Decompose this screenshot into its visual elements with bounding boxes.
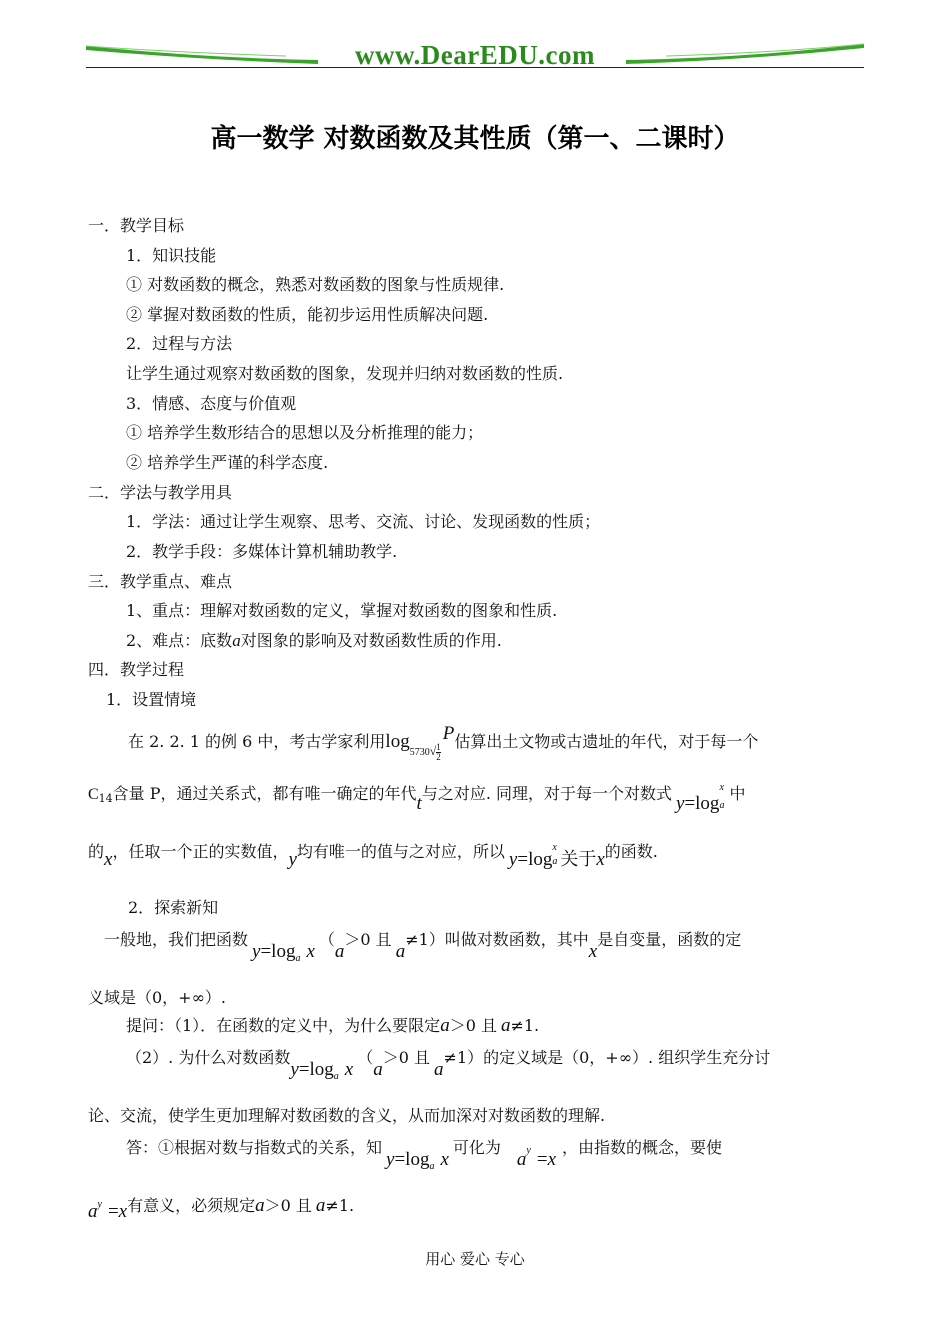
text-fragment: 的 xyxy=(88,842,105,861)
math-var: a xyxy=(395,941,406,962)
math-var: x xyxy=(440,1149,449,1170)
text-line: ② 掌握对数函数的性质，能初步运用性质解决问题. xyxy=(126,305,489,324)
math-var: a xyxy=(232,631,241,650)
subscript: a xyxy=(719,800,725,811)
math-op: = xyxy=(536,1149,548,1170)
paragraph-line: 论、交流，使学生更加理解对数函数的含义，从而加深对对数函数的理解. xyxy=(88,1106,606,1125)
subscript: a xyxy=(333,1071,339,1082)
text-fragment: ≠1. xyxy=(325,1196,355,1215)
text-fragment: 答：①根据对数与指数式的关系，知 xyxy=(126,1138,383,1157)
math-var: y xyxy=(290,1059,299,1080)
text-line-difficulty xyxy=(126,631,502,651)
math-index xyxy=(719,782,729,812)
paragraph-line xyxy=(128,723,759,763)
paragraph-line xyxy=(104,930,742,964)
math-var: P xyxy=(442,723,455,744)
math-var: y xyxy=(288,849,297,870)
text-fragment: 在 2. 2. 1 的例 6 中，考古学家利用 xyxy=(128,732,386,751)
subsection-1-1: 1．知识技能 xyxy=(126,246,217,265)
text-fragment: 中 xyxy=(729,784,746,803)
text-fragment: ，由指数的概念，要使 xyxy=(562,1138,723,1157)
text-fragment: 2、难点：底数 xyxy=(126,631,233,650)
paragraph-line xyxy=(88,782,746,814)
page-title: 高一数学 对数函数及其性质（第一、二课时） xyxy=(210,124,740,154)
text-fragment: 对图象的影响及对数函数性质的作用. xyxy=(240,631,502,650)
section-heading-3: 三．教学重点、难点 xyxy=(88,572,233,591)
text-fragment: 关于 xyxy=(560,849,597,870)
superscript: x xyxy=(552,842,557,853)
math-op: =log xyxy=(298,1059,334,1080)
text-line: 让学生通过观察对数函数的图象，发现并归纳对数函数的性质. xyxy=(126,364,564,383)
page-footer: 用心 爱心 专心 xyxy=(425,1250,525,1268)
math-var: x xyxy=(118,1201,128,1222)
text-fragment: 可化为 xyxy=(452,1138,501,1157)
paragraph-line xyxy=(126,1138,723,1172)
subscript: 14 xyxy=(98,792,113,805)
text-line: ① 对数函数的概念，熟悉对数函数的图象与性质规律. xyxy=(126,275,505,294)
paragraph-line xyxy=(88,1195,355,1222)
fraction-denominator: 2 xyxy=(436,752,441,763)
math-var: x xyxy=(306,941,315,962)
math-var: x xyxy=(104,849,113,870)
text-fragment: ＞0 且 xyxy=(344,930,392,949)
math-var: t xyxy=(416,793,422,814)
text-fragment: ＞0 且 xyxy=(264,1196,312,1215)
text-fragment: 一般地，我们把函数 xyxy=(104,930,249,949)
section-heading-4: 四．教学过程 xyxy=(88,660,185,679)
text-fragment: ≠1）的定义域是（0，+∞）. 组织学生充分讨 xyxy=(443,1048,771,1067)
paragraph-line xyxy=(88,842,658,870)
math-var: a xyxy=(255,1195,265,1216)
text-fragment: 提问：（1）．在函数的定义中，为什么要限定 xyxy=(126,1016,441,1035)
paragraph-line xyxy=(126,1016,539,1036)
superscript: x xyxy=(719,782,724,793)
math-var: a xyxy=(516,1149,527,1170)
math-var: a xyxy=(373,1059,383,1080)
subscript: a xyxy=(295,953,301,964)
text-fragment: 均有唯一的值与之对应，所以 xyxy=(296,842,505,861)
subsection-4-1: 1．设置情境 xyxy=(106,690,197,709)
math-var: x xyxy=(596,849,605,870)
math-var: y xyxy=(676,793,685,814)
math-var: y xyxy=(508,849,518,870)
fraction-numerator: 1 xyxy=(436,742,441,753)
math-log-base xyxy=(410,741,441,763)
site-brand: www.DearEDU.com xyxy=(355,40,595,70)
math-op: =log xyxy=(260,941,296,962)
superscript: y xyxy=(526,1145,531,1156)
text-fragment: ＞0 且 xyxy=(382,1048,431,1067)
math-var: a xyxy=(434,1059,444,1080)
math-var: x xyxy=(588,941,598,962)
math-op: = xyxy=(107,1201,119,1222)
subscript: a xyxy=(429,1161,435,1172)
text-fragment: （2）. 为什么对数函数 xyxy=(126,1048,291,1067)
text-fragment: （ xyxy=(318,930,335,949)
math-var: x xyxy=(547,1149,557,1170)
text-fragment: 含量 P，通过关系式，都有唯一确定的年代 xyxy=(112,784,417,803)
section-heading-1: 一．教学目标 xyxy=(88,216,185,235)
text-fragment: 的函数. xyxy=(604,842,658,861)
text-fragment: ≠1）叫做对数函数，其中 xyxy=(405,930,589,949)
math-op: =log xyxy=(394,1149,430,1170)
subsection-1-2: 2．过程与方法 xyxy=(126,334,233,353)
subsection-4-2: 2．探索新知 xyxy=(128,898,219,917)
math-var: a xyxy=(440,1015,450,1036)
page-header xyxy=(86,38,864,74)
text-fragment: ，任取一个正的实数值， xyxy=(112,842,289,861)
text-line: 1、重点：理解对数函数的定义，掌握对数函数的图象和性质. xyxy=(126,601,558,620)
text-fragment: 与之对应. 同理，对于每一个对数式 xyxy=(421,784,672,803)
math-op: =log xyxy=(684,793,720,814)
paragraph-line: 义域是（0，+∞）. xyxy=(88,988,227,1007)
paragraph-line xyxy=(126,1048,771,1082)
subsection-1-3: 3．情感、态度与价值观 xyxy=(126,394,297,413)
text-line: ① 培养学生数形结合的思想以及分析推理的能力； xyxy=(126,423,484,442)
text-fragment: ＞0 且 xyxy=(449,1016,497,1035)
math-var: y xyxy=(252,941,261,962)
math-base-number: 5730 xyxy=(409,747,430,758)
text-line: 2．教学手段：多媒体计算机辅助教学. xyxy=(126,542,398,561)
text-fragment: ≠1. xyxy=(510,1016,540,1035)
superscript: y xyxy=(97,1199,102,1210)
math-fraction xyxy=(436,743,441,762)
text-line: ② 培养学生严谨的科学态度. xyxy=(126,453,329,472)
text-fragment: 估算出土文物或古遗址的年代，对于每一个 xyxy=(454,732,759,751)
text-fragment: （ xyxy=(357,1048,374,1067)
math-var: a xyxy=(88,1201,98,1222)
math-var: y xyxy=(386,1149,395,1170)
subscript: a xyxy=(552,856,558,867)
sqrt-sign: √ xyxy=(429,744,437,758)
text-fragment: 有意义，必须规定 xyxy=(127,1196,256,1215)
math-var: a xyxy=(315,1195,326,1216)
section-heading-2: 二．学法与教学用具 xyxy=(88,483,233,502)
math-op: =log xyxy=(517,849,553,870)
text-fragment: C xyxy=(88,786,99,803)
math-var: a xyxy=(500,1015,511,1036)
text-fragment: 是自变量，函数的定 xyxy=(597,930,742,949)
math-var: x xyxy=(344,1059,354,1080)
math-log: log xyxy=(385,731,410,752)
math-var: a xyxy=(334,941,345,962)
header-rule xyxy=(86,67,864,68)
text-line: 1．学法：通过让学生观察、思考、交流、讨论、发现函数的性质； xyxy=(126,512,601,531)
